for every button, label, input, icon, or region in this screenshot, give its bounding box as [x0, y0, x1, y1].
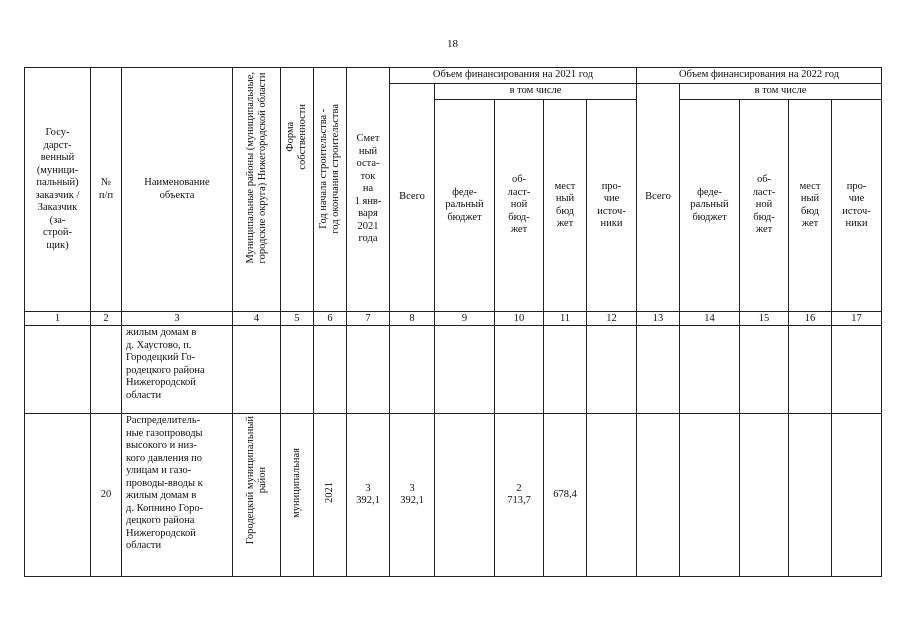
cell-local-2022	[789, 414, 832, 577]
cell-object-name: жилым домам в д. Хаустово, п. Городецкий Го- родецкого района Нижегородской области	[122, 326, 233, 414]
header-years: Год начала строительства - год окончания строительства	[314, 68, 347, 312]
cell-other-2021	[587, 414, 637, 577]
cell-object-name: Распределитель- ные газопроводы высокого и низ- кого давления по улицам и газо- проводы-вводы к жилым домам в д. Копнино Горо- децкого района Нижегородской области	[122, 414, 233, 577]
page-number: 18	[447, 38, 458, 50]
cell-customer	[25, 414, 91, 577]
col-num: 17	[832, 312, 882, 326]
cell-np	[91, 326, 122, 414]
cell-local-2021: 678,4	[544, 414, 587, 577]
cell-year	[314, 326, 347, 414]
col-num: 12	[587, 312, 637, 326]
cell-customer	[25, 326, 91, 414]
cell-total-2022	[637, 326, 680, 414]
col-num: 5	[281, 312, 314, 326]
cell-federal-2022	[680, 326, 740, 414]
header-other-2021: про- чие источ- ники	[587, 100, 637, 312]
financing-table	[24, 67, 882, 577]
cell-np: 20	[91, 414, 122, 577]
col-num: 14	[680, 312, 740, 326]
header-fin-2022: Объем финансирования на 2022 год	[637, 68, 882, 84]
header-regional-2022: об- ласт- ной бюд- жет	[740, 100, 789, 312]
cell-federal-2021	[435, 326, 495, 414]
col-num: 11	[544, 312, 587, 326]
header-ownership: Форма собственности	[281, 68, 314, 312]
cell-estimate: 3 392,1	[347, 414, 390, 577]
header-local-2022: мест ный бюд жет	[789, 100, 832, 312]
col-num: 1	[25, 312, 91, 326]
col-num: 10	[495, 312, 544, 326]
cell-local-2021	[544, 326, 587, 414]
header-regional-2021: об- ласт- ной бюд- жет	[495, 100, 544, 312]
table-row	[25, 326, 882, 414]
column-number-row	[25, 312, 882, 326]
cell-total-2021: 3 392,1	[390, 414, 435, 577]
header-including-2022: в том числе	[680, 84, 882, 100]
cell-estimate	[347, 326, 390, 414]
col-num: 4	[233, 312, 281, 326]
header-row-top	[25, 68, 882, 84]
header-np: № п/п	[91, 68, 122, 312]
cell-total-2022	[637, 414, 680, 577]
cell-other-2021	[587, 326, 637, 414]
cell-federal-2021	[435, 414, 495, 577]
header-federal-2021: феде- ральный бюджет	[435, 100, 495, 312]
col-num: 13	[637, 312, 680, 326]
table-row	[25, 414, 882, 577]
cell-regional-2022	[740, 326, 789, 414]
cell-year: 2021	[314, 414, 347, 577]
col-num: 2	[91, 312, 122, 326]
cell-ownership	[281, 326, 314, 414]
col-num: 8	[390, 312, 435, 326]
header-federal-2022: феде- ральный бюджет	[680, 100, 740, 312]
col-num: 16	[789, 312, 832, 326]
cell-federal-2022	[680, 414, 740, 577]
cell-other-2022	[832, 326, 882, 414]
header-object-name: Наименование объекта	[122, 68, 233, 312]
col-num: 9	[435, 312, 495, 326]
col-num: 6	[314, 312, 347, 326]
col-num: 7	[347, 312, 390, 326]
header-customer: Госу- дарст- венный (муници- пальный) заказчик / Заказчик (за- строй- щик)	[25, 68, 91, 312]
header-local-2021: мест ный бюд жет	[544, 100, 587, 312]
cell-regional-2022	[740, 414, 789, 577]
header-total-2021: Всего	[390, 84, 435, 312]
col-num: 15	[740, 312, 789, 326]
cell-regional-2021: 2 713,7	[495, 414, 544, 577]
cell-other-2022	[832, 414, 882, 577]
header-including-2021: в том числе	[435, 84, 637, 100]
cell-regional-2021	[495, 326, 544, 414]
header-total-2022: Всего	[637, 84, 680, 312]
cell-district: Городецкий муниципальный район	[233, 414, 281, 577]
cell-local-2022	[789, 326, 832, 414]
col-num: 3	[122, 312, 233, 326]
header-fin-2021: Объем финансирования на 2021 год	[390, 68, 637, 84]
header-estimate: Смет ный оста- ток на 1 янв- варя 2021 года	[347, 68, 390, 312]
cell-district	[233, 326, 281, 414]
cell-ownership: муниципальная	[281, 414, 314, 577]
cell-total-2021	[390, 326, 435, 414]
header-other-2022: про- чие источ- ники	[832, 100, 882, 312]
header-districts: Муниципальные районы (муниципальные, городские округа) Нижегородской области	[233, 68, 281, 312]
